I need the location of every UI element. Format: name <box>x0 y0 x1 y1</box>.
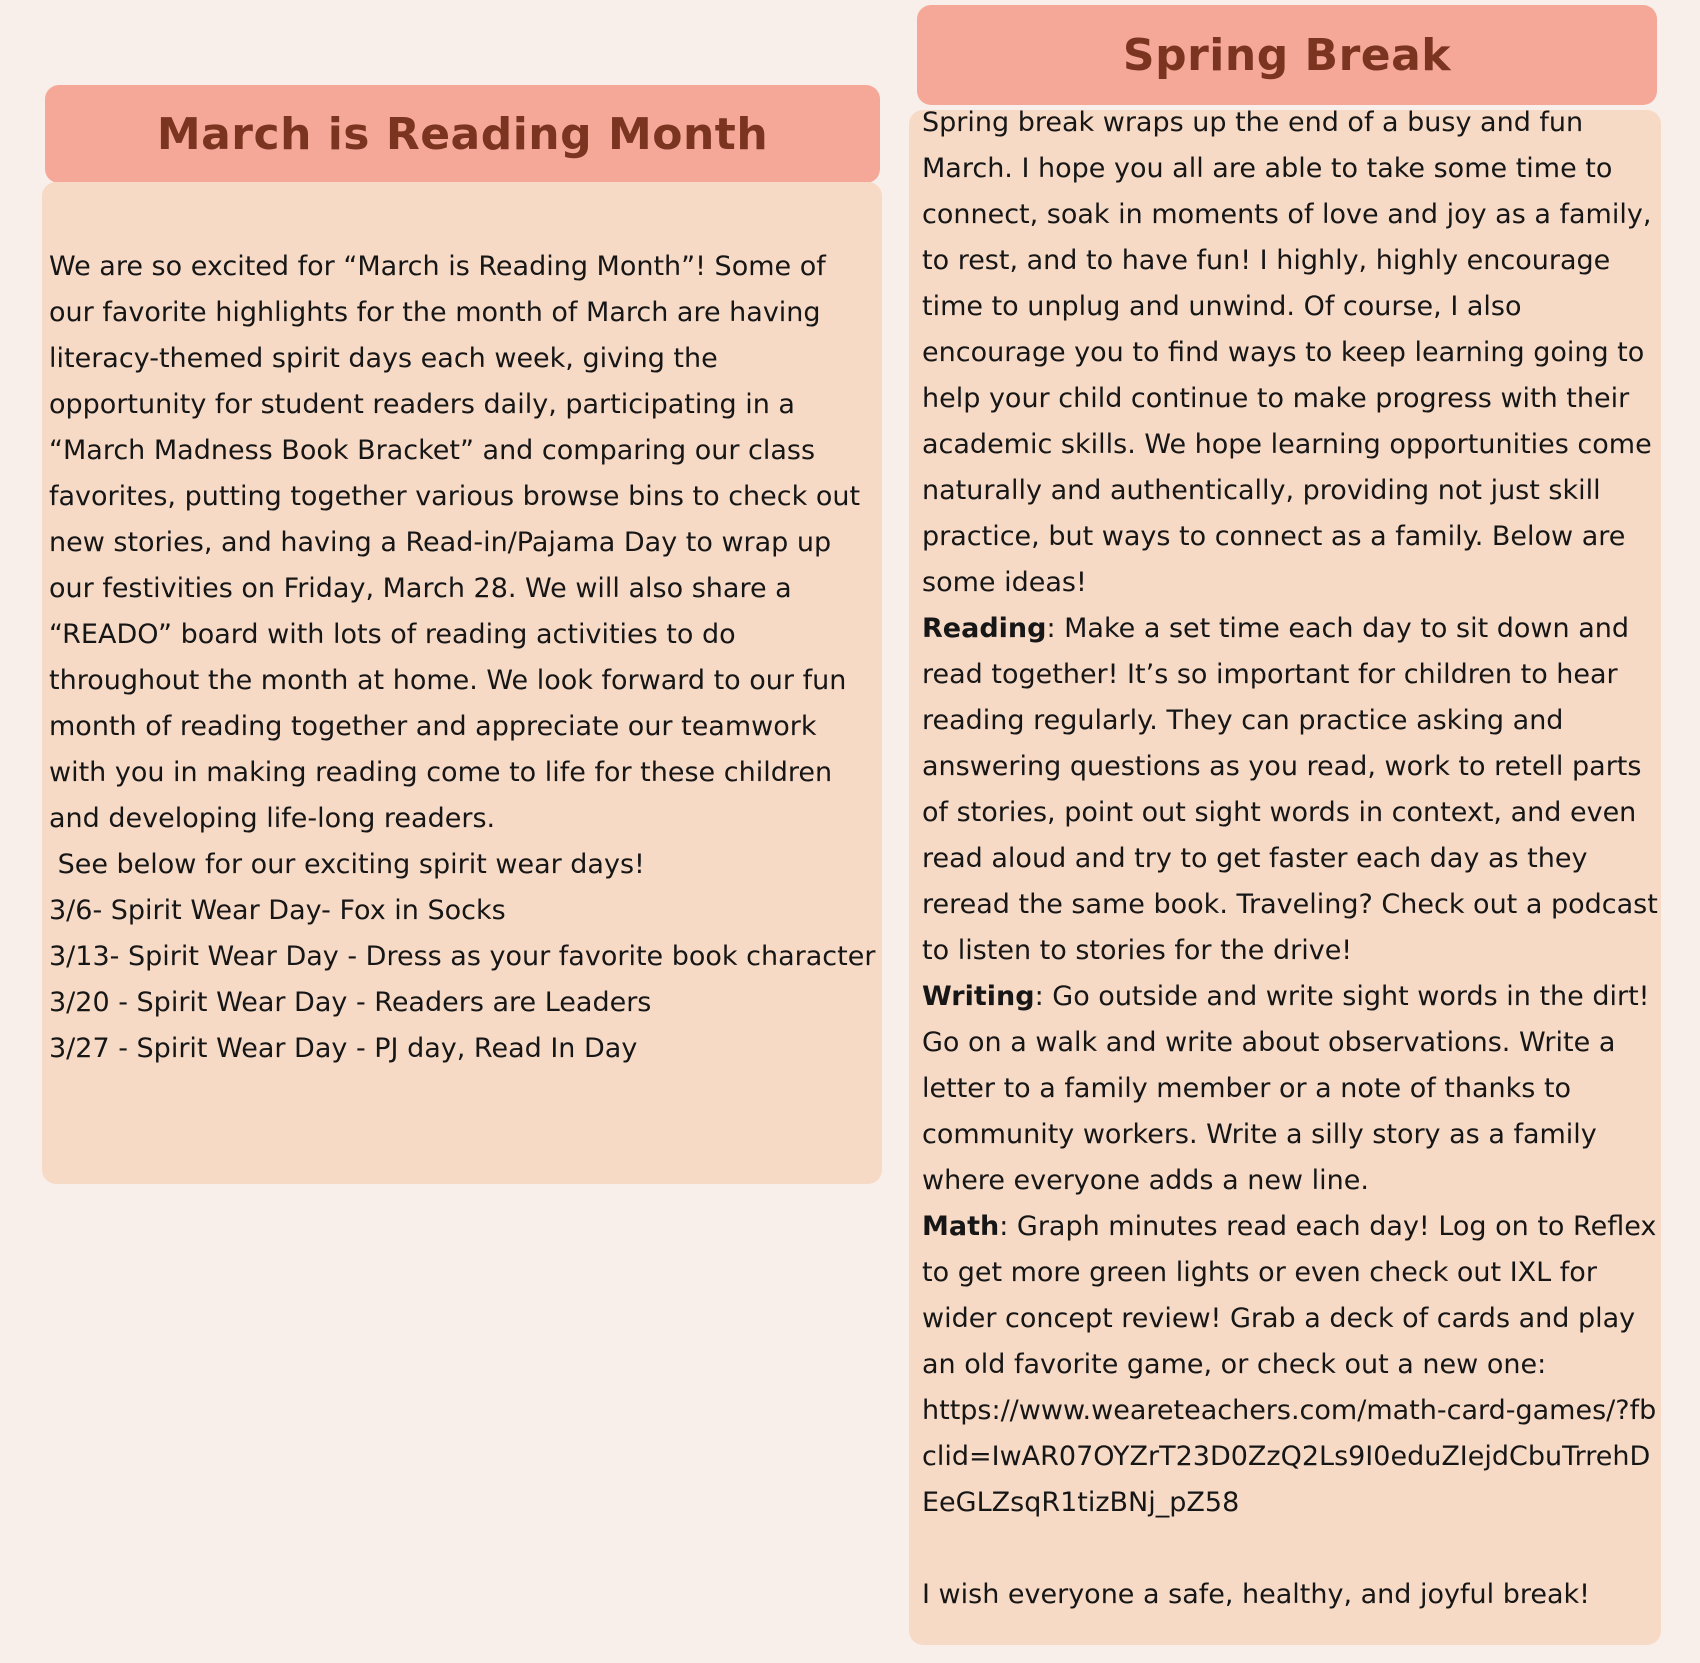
spring-break-header <box>917 5 1657 105</box>
reading-month-title: March is Reading Month <box>156 108 769 160</box>
spirit-day-item: 3/27 - Spirit Wear Day - PJ day, Read In Day <box>49 1033 638 1064</box>
reading-month-header <box>45 85 880 183</box>
writing-tip-label: Writing <box>922 981 1035 1012</box>
math-tip-text: : Graph minutes read each day! Log on to Reflex to get more green lights or even check out IXL for wider concept review! Grab a deck of cards and play an old favorite game, or check out a new one: <box>922 1211 1657 1380</box>
reading-month-body: We are so excited for “March is Reading Month”! Some of our favorite highlights for the month of March are having literacy-themed spirit days each week, giving the opportunity for student readers daily, participating in a “March Madness Book Bracket” and comparing our class favorites, putting together various browse bins to check out new stories, and having a Read-in/Pajama Day to wrap up our festivities on Friday, March 28. We will also share a “READO” board with lots of reading activities to do throughout the month at home. We look forward to our fun month of reading together and appreciate our teamwork with you in making reading come to life for these children and developing life-long readers. <box>49 251 861 834</box>
spirit-day-item: 3/20 - Spirit Wear Day - Readers are Leaders <box>49 987 652 1018</box>
spring-break-title: Spring Break <box>1122 29 1452 81</box>
spring-break-intro: Spring break wraps up the end of a busy and fun March. I hope you all are able to take some time to connect, soak in moments of love and joy as a family, to rest, and to have fun! I highly, highly encourage time to unplug and unwind. Of course, I also encourage you to find ways to keep learning going to help your child continue to make progress with their academic skills. We hope learning opportunities come naturally and authentically, providing not just skill practice, but ways to connect as a family. Below are some ideas! <box>922 107 1652 598</box>
math-card-games-link[interactable]: https://www.weareteachers.com/math-card-games/?fbclid=IwAR07OYZrT23D0ZzQ2Ls9I0eduZIejdCbuTrrehDEeGLZsqR1tizBNj_pZ58 <box>922 1395 1657 1518</box>
reading-tip-label: Reading <box>922 613 1047 644</box>
reading-month-content <box>49 244 879 1072</box>
reading-tip <box>922 606 1662 974</box>
reading-tip-text: : Make a set time each day to sit down and read together! It’s so important for children to hear reading regularly. They can practice asking and answering questions as you read, work to retell parts of stories, point out sight words in context, and even read aloud and try to get faster each day as they reread the same book. Traveling? Check out a podcast to listen to stories for the drive! <box>922 613 1658 966</box>
math-tip <box>922 1204 1662 1388</box>
closing-line: I wish everyone a safe, healthy, and joyful break! <box>922 1579 1590 1610</box>
writing-tip <box>922 974 1662 1204</box>
writing-tip-text: : Go outside and write sight words in the dirt! Go on a walk and write about observations. Write a letter to a family member or a note of thanks to community workers. Write a silly story as a family where everyone adds a new line. <box>922 981 1650 1196</box>
math-tip-label: Math <box>922 1211 1000 1242</box>
blank-line <box>922 1526 1662 1572</box>
spirit-day-item: 3/13- Spirit Wear Day - Dress as your favorite book character <box>49 941 876 972</box>
spring-break-content <box>922 100 1662 1618</box>
spirit-day-item: 3/6- Spirit Wear Day- Fox in Socks <box>49 895 506 926</box>
spirit-intro: See below for our exciting spirit wear days! <box>49 849 645 880</box>
